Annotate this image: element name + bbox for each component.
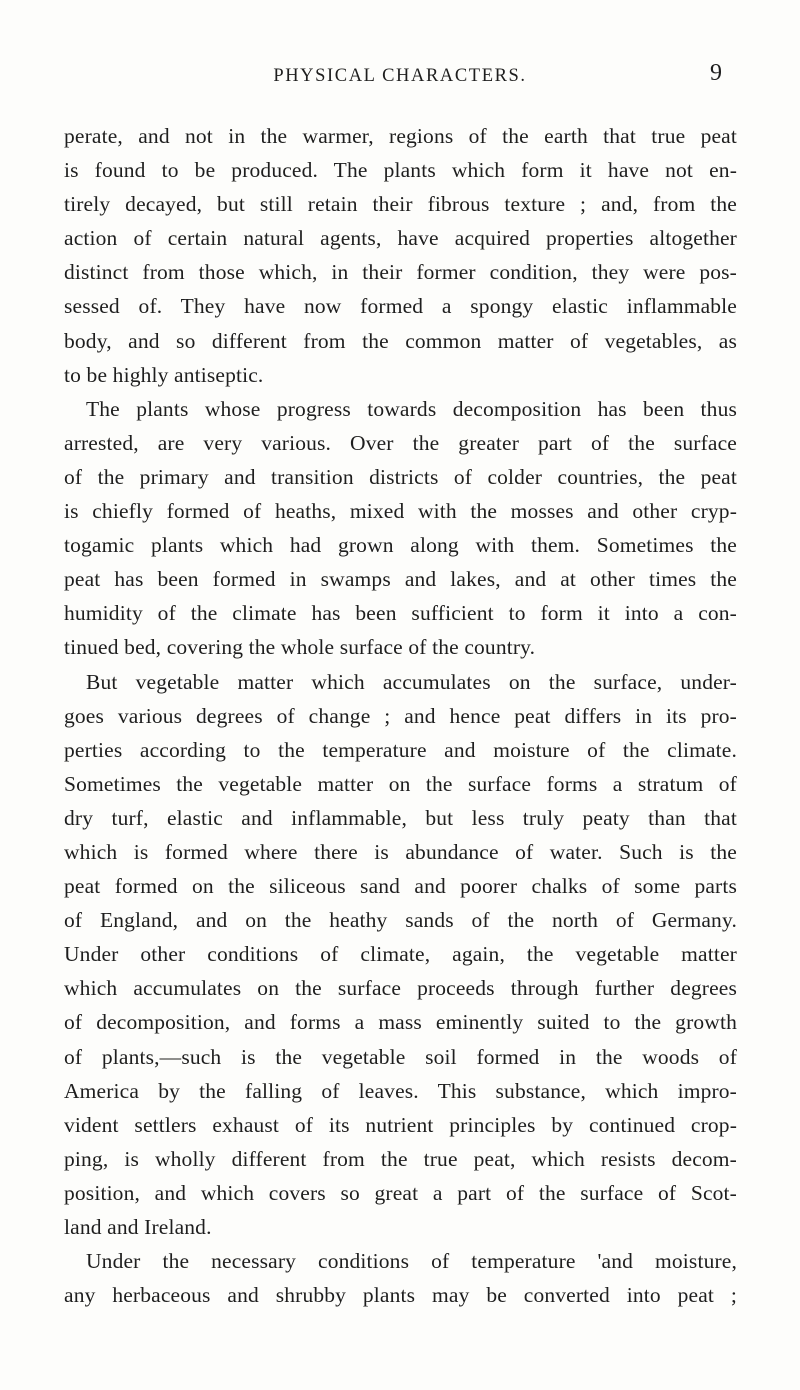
text-line: land and Ireland. (64, 1215, 212, 1239)
text-line: tinued bed, covering the whole surface of the country. (64, 635, 536, 660)
text-line: any herbaceous and shrubby plants may be converted into peat ; (64, 1283, 737, 1308)
text-line: which accumulates on the surface proceeds through further degrees (64, 976, 737, 1001)
text-line: to be highly antiseptic. (64, 362, 264, 387)
text-line: goes various degrees of change ; and hence peat differs in its pro- (64, 703, 737, 728)
text-line: humidity of the climate has been sufficient to form it into a con- (64, 601, 737, 626)
text-line: perties according to the temperature and moisture of the climate. (64, 737, 737, 762)
text-line: of the primary and transition districts of colder countries, the peat (64, 464, 737, 489)
text-line: perate, and not in the warmer, regions of the earth that true peat (64, 124, 737, 148)
text-line: ping, is wholly different from the true peat, which resists decom- (64, 1146, 737, 1171)
text-line: distinct from those which, in their former condition, they were pos- (64, 260, 737, 285)
text-line: Sometimes the vegetable matter on the surface forms a stratum of (64, 771, 737, 796)
text-line: peat has been formed in swamps and lakes, and at other times the (64, 567, 737, 592)
text-line: togamic plants which had grown along with them. Sometimes the (64, 533, 737, 558)
text-line: peat formed on the siliceous sand and poorer chalks of some parts (64, 874, 737, 899)
body-text (64, 119, 737, 1312)
page-number: 9 (710, 60, 722, 86)
text-line: arrested, are very various. Over the greater part of the surface (64, 430, 737, 455)
text-line: vident settlers exhaust of its nutrient principles by continued crop- (64, 1112, 737, 1137)
text-line: dry turf, elastic and inflammable, but less truly peaty than that (64, 805, 737, 830)
text-line: which is formed where there is abundance of water. Such is the (64, 839, 737, 864)
text-line: The plants whose progress towards decomposition has been thus (86, 396, 737, 421)
text-line: is chiefly formed of heaths, mixed with the mosses and other cryp- (64, 499, 737, 524)
running-head (0, 60, 800, 92)
text-line: action of certain natural agents, have acquired properties altogether (64, 226, 737, 251)
text-line: Under other conditions of climate, again, the vegetable matter (64, 942, 737, 967)
text-line: of England, and on the heathy sands of the north of Germany. (64, 908, 737, 933)
text-line: sessed of. They have now formed a spongy elastic inflammable (64, 294, 737, 319)
text-line: of decomposition, and forms a mass eminently suited to the growth (64, 1010, 737, 1035)
text-line: position, and which covers so great a part of the surface of Scot- (64, 1180, 737, 1205)
text-line: Under the necessary conditions of temperature 'and moisture, (86, 1249, 737, 1274)
running-title: PHYSICAL CHARACTERS. (273, 66, 527, 86)
text-line: body, and so different from the common matter of vegetables, as (64, 328, 737, 353)
text-line: of plants,—such is the vegetable soil formed in the woods of (64, 1044, 737, 1069)
text-line: tirely decayed, but still retain their fibrous texture ; and, from the (64, 192, 737, 217)
text-line: But vegetable matter which accumulates on the surface, under- (86, 669, 737, 694)
text-line: is found to be produced. The plants which form it have not en- (64, 158, 737, 183)
text-line: America by the falling of leaves. This substance, which impro- (64, 1078, 737, 1103)
